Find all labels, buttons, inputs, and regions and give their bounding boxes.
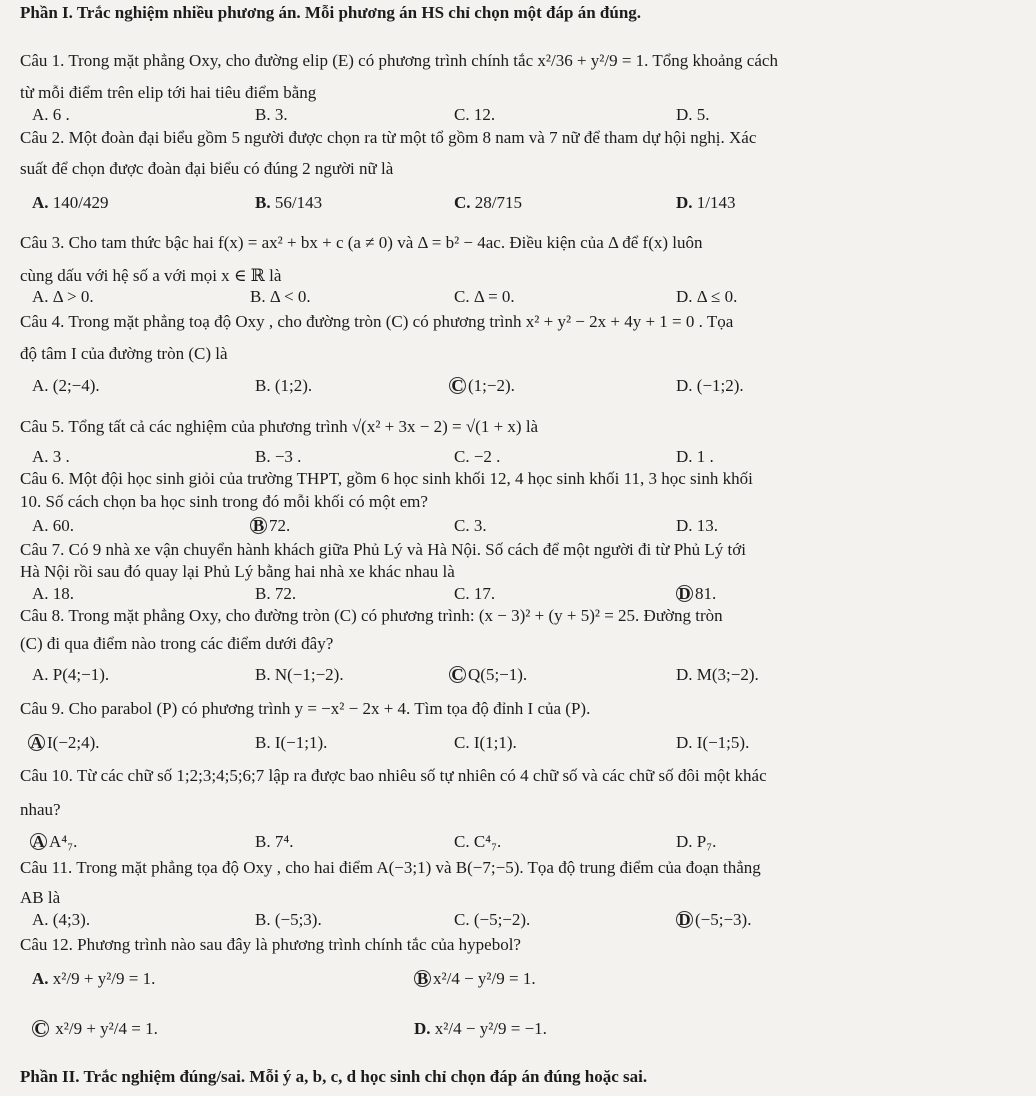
q10-stem-line1: Câu 10. Từ các chữ số 1;2;3;4;5;6;7 lập ra được bao nhiêu số tự nhiên có 4 chữ số và các chữ số đôi một khác [20, 766, 767, 785]
q10-option-b: B. 7⁴. [255, 832, 294, 851]
q10-stem-line2: nhau? [20, 800, 61, 819]
part1-title: Phần I. Trắc nghiệm nhiều phương án. Mỗi phương án HS chỉ chọn một đáp án đúng. [20, 3, 642, 22]
q12-stem: Câu 12. Phương trình nào sau đây là phương trình chính tắc của hypebol? [20, 935, 521, 954]
q11-option-c: C. (−5;−2). [454, 910, 531, 929]
q2-option-a-value: 140/429 [52, 193, 109, 212]
q2-stem-line1: Câu 2. Một đoàn đại biểu gồm 5 người được chọn ra từ một tổ gồm 8 nam và 7 nữ để tham dự hội nghị. Xác [20, 128, 757, 147]
q8-option-b: B. N(−1;−2). [255, 665, 344, 684]
q2-option-c: C. 28/715 [454, 193, 523, 212]
q2-option-a: A. 140/429 [32, 193, 109, 212]
q9-stem: Câu 9. Cho parabol (P) có phương trình y = −x² − 2x + 4. Tìm tọa độ đỉnh I của (P). [20, 699, 591, 718]
q6-stem-line1: Câu 6. Một đội học sinh giỏi của trường THPT, gồm 6 học sinh khối 12, 4 học sinh khối 11, 3 học sinh khối [20, 469, 753, 488]
q8-option-d: D. M(3;−2). [676, 665, 759, 684]
q1-stem-line2: từ mỗi điểm trên elip tới hai tiêu điểm bằng [20, 83, 317, 102]
q7-option-b: B. 72. [255, 584, 297, 603]
q11-option-b: B. (−5;3). [255, 910, 322, 929]
q8-stem-line1: Câu 8. Trong mặt phẳng Oxy, cho đường tròn (C) có phương trình: (x − 3)² + (y + 5)² = 25. Đường tròn [20, 606, 723, 625]
q8-option-c [449, 664, 527, 686]
q12-option-c-value: x²/9 + y²/4 = 1. [55, 1019, 158, 1038]
q4-option-c-value: (1;−2). [468, 376, 515, 395]
q10-option-d: D. P₇. [676, 832, 717, 851]
q9-option-a [28, 732, 100, 754]
q12-option-d: D. x²/4 − y²/9 = −1. [414, 1019, 547, 1038]
q9-option-c: C. I(1;1). [454, 733, 517, 752]
q7-stem-line1: Câu 7. Có 9 nhà xe vận chuyển hành khách giữa Phủ Lý và Hà Nội. Số cách để một người đi từ Phủ Lý tới [20, 540, 746, 559]
q7-option-c: C. 17. [454, 584, 496, 603]
q4-option-c [449, 375, 515, 397]
q6-stem-line2: 10. Số cách chọn ba học sinh trong đó mỗi khối có một em? [20, 492, 428, 511]
q2-option-d: D. 1/143 [676, 193, 736, 212]
q9-option-a-value: I(−2;4). [47, 733, 100, 752]
q4-option-b: B. (1;2). [255, 376, 313, 395]
q6-option-c: C. 3. [454, 516, 487, 535]
q11-option-d [676, 909, 751, 931]
q2-stem-line2: suất để chọn được đoàn đại biểu có đúng 2 người nữ là [20, 159, 394, 178]
q10-option-c: C. C⁴₇. [454, 832, 502, 851]
q4-stem-line1: Câu 4. Trong mặt phẳng toạ độ Oxy , cho đường tròn (C) có phương trình x² + y² − 2x + 4y + 1 = 0 . Tọa [20, 312, 734, 331]
q8-stem-line2: (C) đi qua điểm nào trong các điểm dưới đây? [20, 634, 334, 653]
q5-option-b: B. −3 . [255, 447, 302, 466]
q11-stem-line1: Câu 11. Trong mặt phẳng tọa độ Oxy , cho hai điểm A(−3;1) và B(−7;−5). Tọa độ trung điểm của đoạn thẳng [20, 858, 761, 877]
q12-option-a: A. x²/9 + y²/9 = 1. [32, 969, 156, 988]
q3-stem-line1: Câu 3. Cho tam thức bậc hai f(x) = ax² + bx + c (a ≠ 0) và Δ = b² − 4ac. Điều kiện của Δ để f(x) luôn [20, 233, 703, 252]
selected-answer-circle-icon: D [676, 585, 693, 602]
q12-option-b [414, 968, 536, 990]
q2-option-b-value: 56/143 [274, 193, 323, 212]
q10-option-a-value: A⁴₇. [49, 832, 78, 851]
selected-answer-circle-icon: C [32, 1020, 49, 1037]
selected-answer-circle-icon: A [28, 734, 45, 751]
q5-option-d: D. 1 . [676, 447, 714, 466]
q11-option-a: A. (4;3). [32, 910, 91, 929]
q12-option-b-value: x²/4 − y²/9 = 1. [433, 969, 536, 988]
q7-stem-line2: Hà Nội rồi sau đó quay lại Phủ Lý bằng hai nhà xe khác nhau là [20, 562, 455, 581]
q4-stem-line2: độ tâm I của đường tròn (C) là [20, 344, 228, 363]
q4-option-a: A. (2;−4). [32, 376, 100, 395]
q10-option-a [30, 831, 77, 853]
q7-option-d-value: 81. [695, 584, 717, 603]
q11-option-d-value: (−5;−3). [695, 910, 752, 929]
q1-option-d: D. 5. [676, 105, 710, 124]
q5-option-a: A. 3 . [32, 447, 70, 466]
q5-option-c: C. −2 . [454, 447, 501, 466]
q8-option-c-value: Q(5;−1). [468, 665, 528, 684]
q3-option-c: C. Δ = 0. [454, 287, 515, 306]
q2-option-b: B. 56/143 [255, 193, 323, 212]
q5-stem: Câu 5. Tổng tất cả các nghiệm của phương trình √(x² + 3x − 2) = √(1 + x) là [20, 417, 539, 436]
q1-option-b: B. 3. [255, 105, 288, 124]
q12-option-a-value: x²/9 + y²/9 = 1. [52, 969, 156, 988]
q6-option-b-value: 72. [269, 516, 291, 535]
q7-option-a: A. 18. [32, 584, 75, 603]
q6-option-d: D. 13. [676, 516, 719, 535]
q9-option-d: D. I(−1;5). [676, 733, 750, 752]
q3-stem-line2: cùng dấu với hệ số a với mọi x ∈ ℝ là [20, 266, 282, 285]
q2-option-d-value: 1/143 [696, 193, 736, 212]
q7-option-d [676, 583, 716, 605]
q1-stem-line1: Câu 1. Trong mặt phẳng Oxy, cho đường elip (E) có phương trình chính tắc x²/36 + y²/9 = 1. Tổng khoảng cách [20, 51, 778, 70]
q2-option-c-value: 28/715 [474, 193, 523, 212]
q12-option-d-value: x²/4 − y²/9 = −1. [434, 1019, 547, 1038]
selected-answer-circle-icon: D [676, 911, 693, 928]
q6-option-a: A. 60. [32, 516, 75, 535]
q3-option-b: B. Δ < 0. [250, 287, 311, 306]
selected-answer-circle-icon: B [250, 517, 267, 534]
selected-answer-circle-icon: C [449, 377, 466, 394]
selected-answer-circle-icon: A [30, 833, 47, 850]
q3-option-a: A. Δ > 0. [32, 287, 94, 306]
part2-title: Phần II. Trắc nghiệm đúng/sai. Mỗi ý a, b, c, d học sinh chỉ chọn đáp án đúng hoặc sai. [20, 1067, 648, 1086]
q1-option-a: A. 6 . [32, 105, 70, 124]
q4-option-d: D. (−1;2). [676, 376, 744, 395]
q8-option-a: A. P(4;−1). [32, 665, 110, 684]
q11-stem-line2: AB là [20, 888, 61, 907]
q3-option-d: D. Δ ≤ 0. [676, 287, 738, 306]
selected-answer-circle-icon: C [449, 666, 466, 683]
q12-option-c [32, 1018, 158, 1040]
selected-answer-circle-icon: B [414, 970, 431, 987]
q6-option-b [250, 515, 290, 537]
q9-option-b: B. I(−1;1). [255, 733, 328, 752]
q1-option-c: C. 12. [454, 105, 496, 124]
